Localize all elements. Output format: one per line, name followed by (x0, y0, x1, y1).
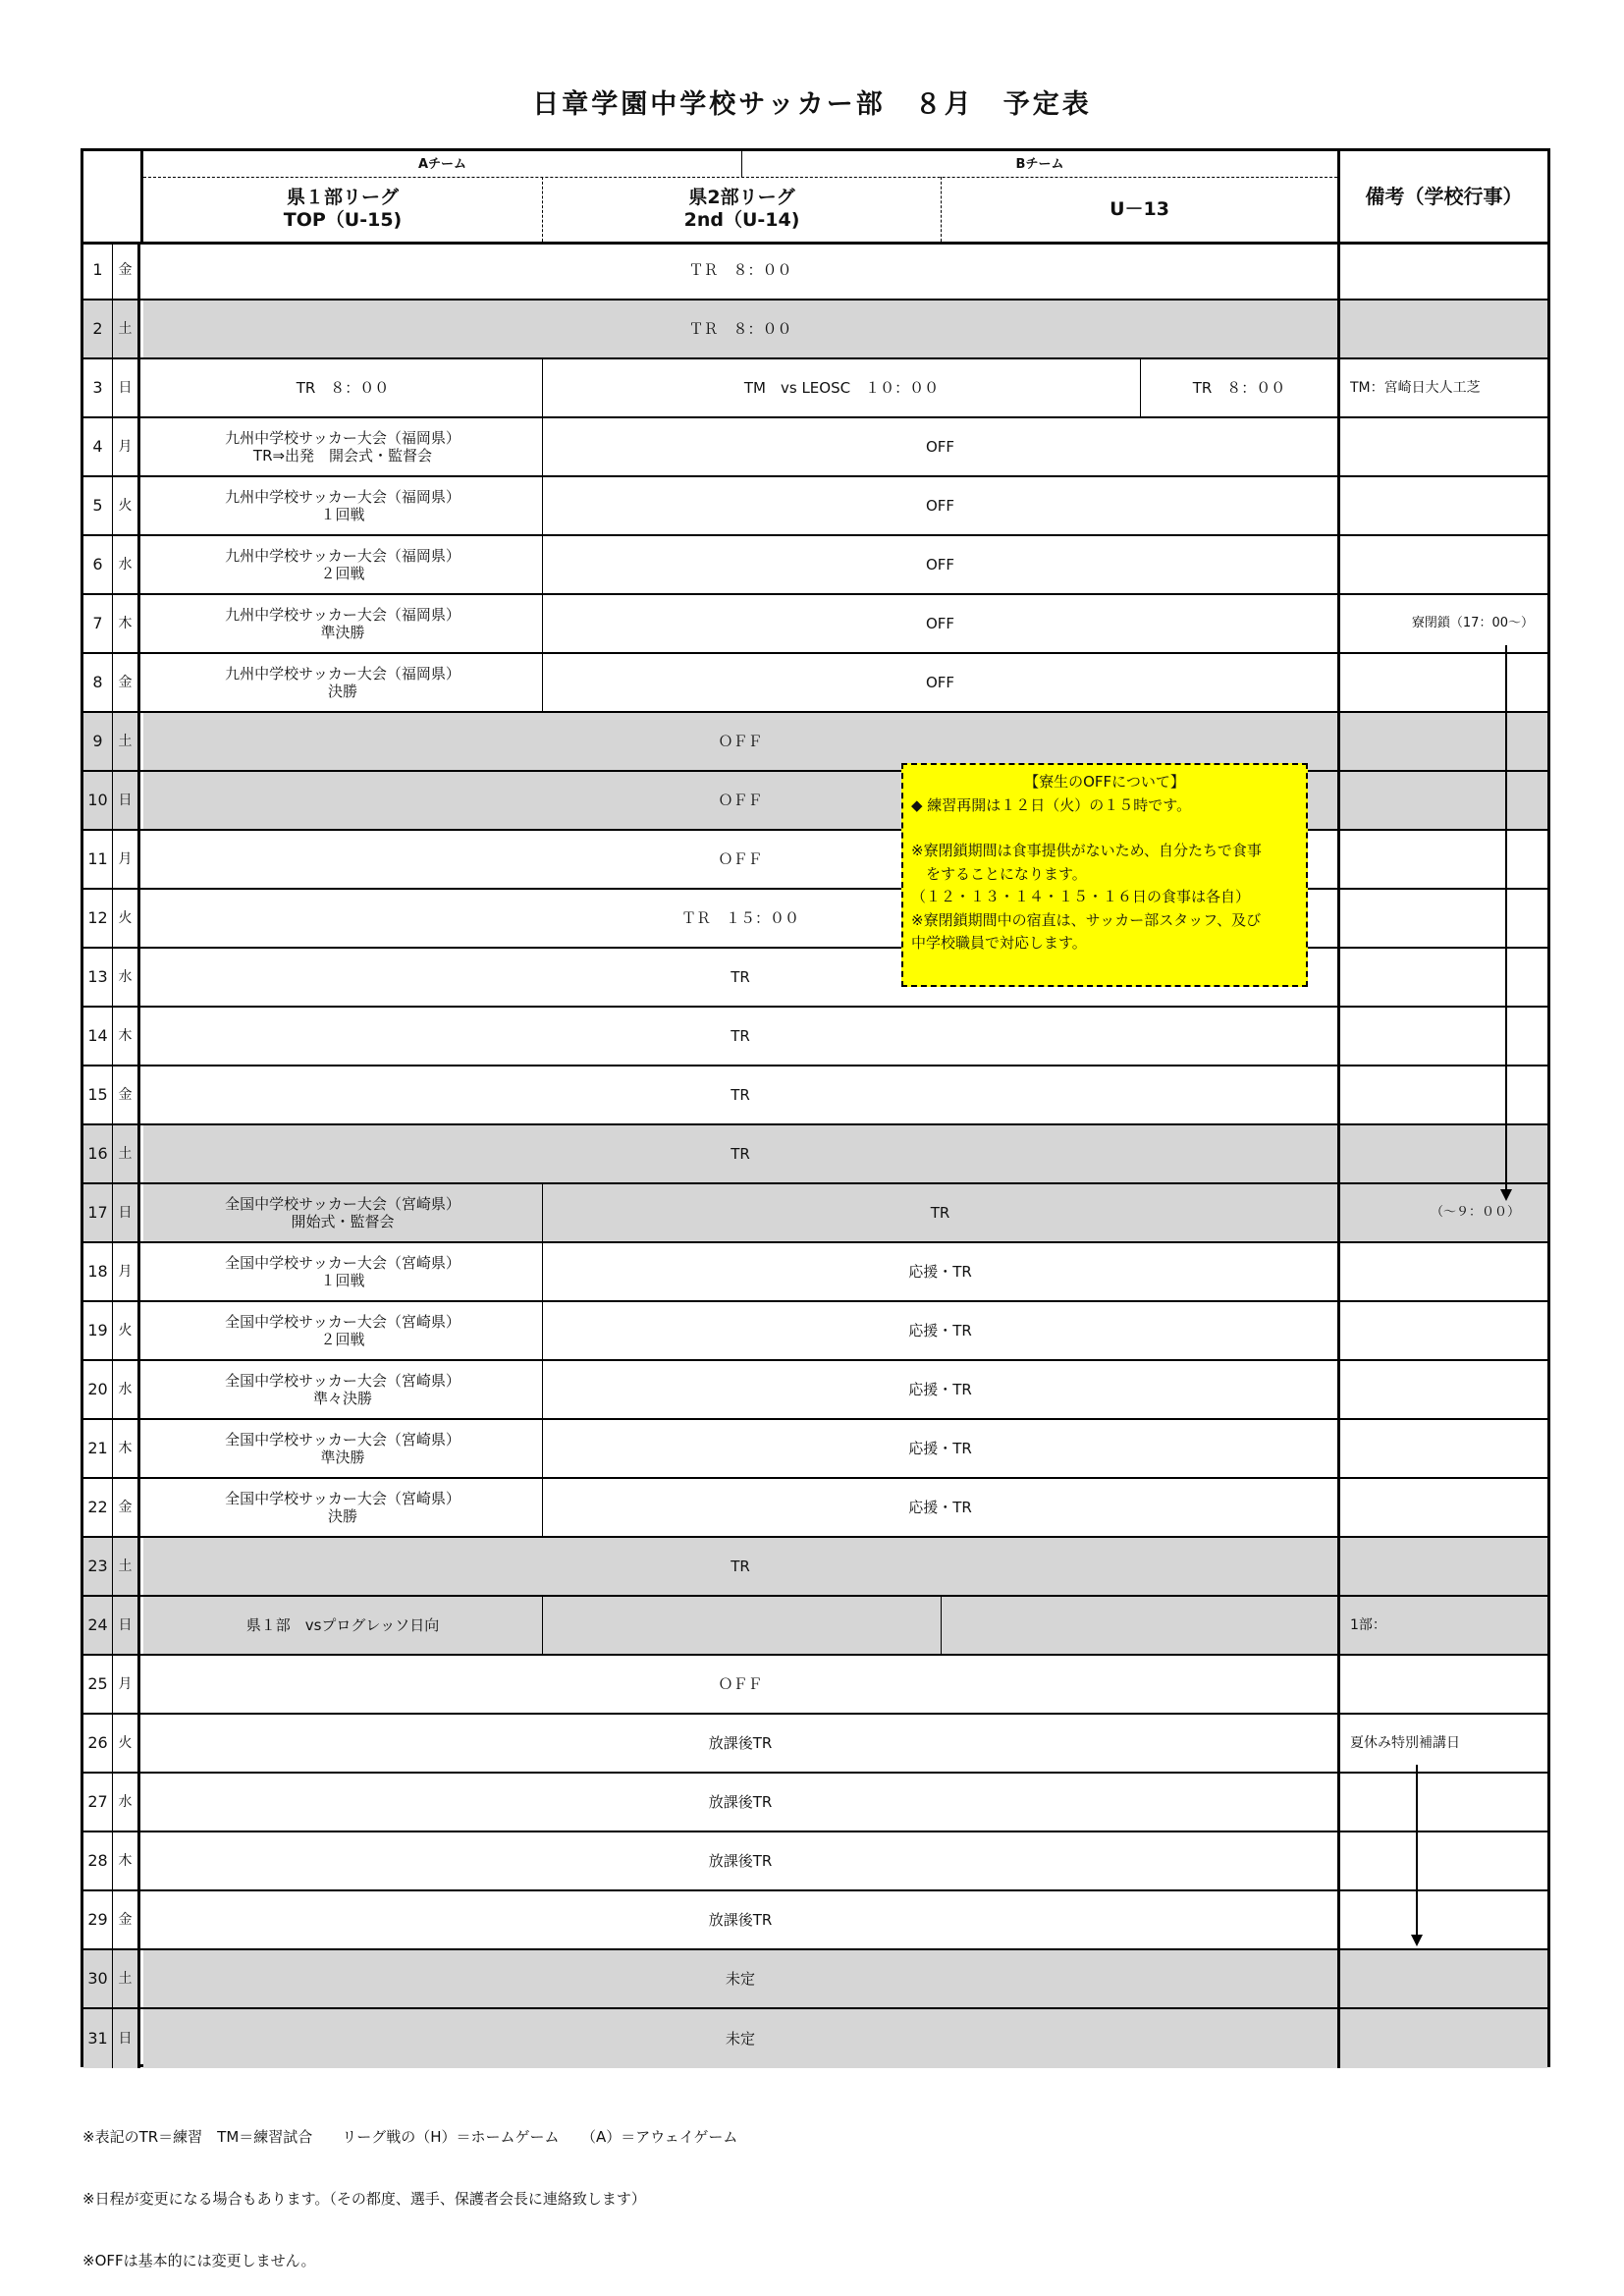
all-teams-cell: 放課後TR (708, 1852, 773, 1870)
all-teams-cell: TR (143, 1125, 1337, 1182)
day-of-week: 土 (113, 1125, 140, 1182)
notice-line: をすることになります。 (911, 864, 1087, 883)
day-number: 11 (83, 831, 113, 888)
all-teams-cell: ＯＦＦ (143, 713, 1337, 770)
table-row (83, 2009, 1547, 2068)
notes-cell (1337, 831, 1547, 888)
summer-class-arrow-line (1416, 1765, 1418, 1937)
notes-cell (1337, 772, 1547, 829)
top-team-cell: 全国中学校サッカー大会（宮崎県） 準決勝 (225, 1431, 460, 1466)
day-of-week: 金 (113, 242, 140, 299)
day-of-week: 水 (113, 536, 140, 593)
day-of-week: 金 (113, 1891, 140, 1948)
notes-cell (1337, 1950, 1547, 2007)
col-u13-header: U－13 (1110, 197, 1169, 220)
team-a-label: Aチーム (417, 156, 467, 172)
notice-line: （１２・１３・１４・１５・１６日の食事は各自） (911, 888, 1251, 905)
day-number: 27 (83, 1774, 113, 1831)
u14-u13-cell: OFF (542, 477, 1337, 534)
day-number: 29 (83, 1891, 113, 1948)
table-row (83, 1597, 1547, 1656)
team-b-label: Bチーム (1015, 156, 1064, 172)
all-teams-cell: ＯＦＦ (718, 1675, 763, 1693)
table-row (83, 1774, 1547, 1832)
notes-cell (1337, 1302, 1547, 1359)
day-number: 22 (83, 1479, 113, 1536)
all-teams-cell: ＴＲ １５：００ (680, 909, 799, 927)
u14-u13-cell: OFF (542, 595, 1337, 652)
notes-cell (1337, 890, 1547, 947)
all-teams-cell: TR (731, 1027, 750, 1045)
table-row (83, 1656, 1547, 1715)
day-number: 7 (83, 595, 113, 652)
day-of-week: 月 (113, 1656, 140, 1713)
notice-line: ※寮閉鎖期間中の宿直は、サッカー部スタッフ、及び (911, 910, 1262, 929)
table-row (83, 1479, 1547, 1538)
day-of-week: 火 (113, 890, 140, 947)
top-team-cell: 九州中学校サッカー大会（福岡県） １回戦 (225, 488, 460, 523)
day-number: 5 (83, 477, 113, 534)
table-row (83, 949, 1547, 1008)
notes-cell (1337, 654, 1547, 711)
notes-cell (1337, 1538, 1547, 1595)
notes-cell: TM：宮崎日大人工芝 (1337, 359, 1547, 416)
table-row (83, 1302, 1547, 1361)
top-team-cell: 九州中学校サッカー大会（福岡県） TR⇒出発 開会式・監督会 (225, 429, 460, 465)
day-of-week: 月 (113, 418, 140, 475)
table-row (83, 301, 1547, 359)
day-number: 14 (83, 1008, 113, 1065)
notes-cell: （～９：００） (1337, 1184, 1547, 1241)
day-of-week: 金 (113, 1066, 140, 1123)
table-row (83, 1008, 1547, 1066)
notice-title: 【寮生のOFFについて】 (1024, 773, 1185, 791)
day-number: 21 (83, 1420, 113, 1477)
footer-line: ※OFFは基本的には変更しません。 (82, 2252, 316, 2269)
u14-u13-cell: 応援・TR (542, 1302, 1337, 1359)
top-team-cell: 九州中学校サッカー大会（福岡県） ２回戦 (225, 547, 460, 582)
table-row (83, 1184, 1547, 1243)
day-of-week: 日 (113, 772, 140, 829)
day-number: 1 (83, 242, 113, 299)
day-of-week: 日 (113, 1597, 140, 1654)
table-row (83, 1538, 1547, 1597)
summer-class-arrow-head (1411, 1935, 1423, 1946)
top-team-cell: 九州中学校サッカー大会（福岡県） 準決勝 (225, 606, 460, 641)
day-number: 28 (83, 1832, 113, 1889)
notice-line: 中学校職員で対応します。 (911, 934, 1087, 952)
day-number: 17 (83, 1184, 113, 1241)
notes-cell (1337, 242, 1547, 299)
day-of-week: 土 (113, 301, 140, 357)
u14-u13-cell: OFF (542, 654, 1337, 711)
day-number: 25 (83, 1656, 113, 1713)
table-row (83, 713, 1547, 772)
u14-u13-cell: 応援・TR (542, 1420, 1337, 1477)
day-of-week: 月 (113, 831, 140, 888)
all-teams-cell: 未定 (143, 1950, 1337, 2007)
day-number: 2 (83, 301, 113, 357)
notes-cell: 寮閉鎖（17：00～） (1337, 595, 1547, 652)
day-number: 30 (83, 1950, 113, 2007)
day-of-week: 金 (113, 654, 140, 711)
table-row (83, 242, 1547, 301)
day-of-week: 火 (113, 1302, 140, 1359)
table-row (83, 536, 1547, 595)
all-teams-cell: 放課後TR (708, 1734, 773, 1752)
notes-cell (1337, 1656, 1547, 1713)
day-of-week: 金 (113, 1479, 140, 1536)
day-number: 19 (83, 1302, 113, 1359)
notes-cell (1337, 1066, 1547, 1123)
day-number: 9 (83, 713, 113, 770)
day-number: 15 (83, 1066, 113, 1123)
table-row (83, 1420, 1547, 1479)
notice-line: ※寮閉鎖期間は食事提供がないため、自分たちで食事 (911, 842, 1262, 859)
table-row (83, 1950, 1547, 2009)
day-number: 4 (83, 418, 113, 475)
all-teams-cell: 放課後TR (708, 1793, 773, 1811)
footer-notes (82, 2086, 737, 2292)
all-teams-cell: ＴＲ ８：００ (143, 301, 1337, 357)
dorm-closure-arrow-head (1500, 1189, 1512, 1201)
dorm-closure-arrow-line (1505, 645, 1507, 1191)
day-number: 24 (83, 1597, 113, 1654)
day-of-week: 土 (113, 713, 140, 770)
notes-cell (1337, 1243, 1547, 1300)
day-of-week: 木 (113, 1008, 140, 1065)
col-2nd-header: 県2部リーグ 2nd（U-14) (683, 187, 800, 231)
notes-cell (1337, 1774, 1547, 1831)
day-number: 31 (83, 2009, 113, 2068)
top-team-cell: TR ８：００ (296, 379, 390, 397)
notes-cell (1337, 1361, 1547, 1418)
day-of-week: 日 (113, 2009, 140, 2068)
notes-cell (1337, 1479, 1547, 1536)
day-number: 16 (83, 1125, 113, 1182)
top-team-cell: 県１部 vsプログレッソ日向 (143, 1597, 542, 1654)
notes-cell (1337, 1420, 1547, 1477)
u13-cell: TR ８：００ (1140, 359, 1337, 416)
u14-u13-cell: 応援・TR (542, 1243, 1337, 1300)
all-teams-cell: 未定 (143, 2009, 1337, 2068)
all-teams-cell: ＯＦＦ (718, 850, 763, 868)
notes-cell: 夏休み特別補講日 (1337, 1715, 1547, 1772)
page-title: 日章学園中学校サッカー部 ８月 予定表 (532, 89, 1092, 120)
notes-cell (1337, 477, 1547, 534)
day-number: 8 (83, 654, 113, 711)
day-number: 3 (83, 359, 113, 416)
table-row (83, 1891, 1547, 1950)
notice-line: ◆ 練習再開は１２日（火）の１５時です。 (911, 795, 1192, 814)
notes-cell (1337, 536, 1547, 593)
day-of-week: 土 (113, 1950, 140, 2007)
notes-cell: 1部： (1337, 1597, 1547, 1654)
all-teams-cell: TR (731, 968, 750, 986)
top-team-cell: 全国中学校サッカー大会（宮崎県） 開始式・監督会 (143, 1184, 542, 1241)
table-row (83, 1832, 1547, 1891)
day-number: 26 (83, 1715, 113, 1772)
top-team-cell: 九州中学校サッカー大会（福岡県） 決勝 (225, 665, 460, 700)
day-of-week: 土 (113, 1538, 140, 1595)
table-row (83, 1066, 1547, 1125)
u14-cell: TM vs LEOSC １０：００ (542, 359, 1140, 416)
table-row (83, 654, 1547, 713)
day-number: 10 (83, 772, 113, 829)
table-row (83, 772, 1547, 831)
top-team-cell: 全国中学校サッカー大会（宮崎県） 準々決勝 (225, 1372, 460, 1407)
u13-cell (941, 1597, 1337, 1654)
day-number: 23 (83, 1538, 113, 1595)
u14-u13-cell: OFF (542, 418, 1337, 475)
day-of-week: 水 (113, 1361, 140, 1418)
notes-cell (1337, 301, 1547, 357)
table-row (83, 359, 1547, 418)
day-of-week: 水 (113, 949, 140, 1006)
day-number: 6 (83, 536, 113, 593)
day-of-week: 火 (113, 1715, 140, 1772)
day-of-week: 木 (113, 1420, 140, 1477)
top-team-cell: 全国中学校サッカー大会（宮崎県） ２回戦 (225, 1313, 460, 1348)
dorm-off-notice (901, 763, 1308, 987)
all-teams-cell: TR (143, 1538, 1337, 1595)
notes-cell (1337, 1891, 1547, 1948)
table-row (83, 1243, 1547, 1302)
day-number: 12 (83, 890, 113, 947)
day-of-week: 木 (113, 1832, 140, 1889)
day-number: 13 (83, 949, 113, 1006)
notes-cell (1337, 949, 1547, 1006)
table-header (83, 151, 1547, 245)
table-row (83, 831, 1547, 890)
u14-u13-cell: 応援・TR (542, 1479, 1337, 1536)
all-teams-cell: TR (731, 1086, 750, 1104)
footer-line: ※表記のTR＝練習 TM＝練習試合 リーグ戦の（H）＝ホームゲーム （A）＝アウェイゲーム (82, 2128, 738, 2146)
notes-cell (1337, 418, 1547, 475)
day-of-week: 日 (113, 1184, 140, 1241)
notes-cell (1337, 2009, 1547, 2068)
day-of-week: 火 (113, 477, 140, 534)
notes-cell (1337, 713, 1547, 770)
table-row (83, 890, 1547, 949)
all-teams-cell: 放課後TR (708, 1911, 773, 1929)
top-team-cell: 全国中学校サッカー大会（宮崎県） １回戦 (225, 1254, 460, 1289)
footer-line: ※日程が変更になる場合もあります。（その都度、選手、保護者会長に連絡致します） (82, 2190, 646, 2208)
notes-cell (1337, 1125, 1547, 1182)
notes-cell (1337, 1832, 1547, 1889)
all-teams-cell: ＴＲ ８：００ (688, 261, 792, 279)
day-of-week: 月 (113, 1243, 140, 1300)
u14-u13-cell: TR (542, 1184, 1337, 1241)
u14-u13-cell: 応援・TR (542, 1361, 1337, 1418)
notes-header: 備考（学校行事） (1365, 184, 1523, 208)
col-top-header: 県１部リーグ TOP（U-15) (283, 187, 403, 231)
table-row (83, 595, 1547, 654)
day-of-week: 水 (113, 1774, 140, 1831)
u14-u13-cell: OFF (542, 536, 1337, 593)
day-of-week: 日 (113, 359, 140, 416)
day-number: 20 (83, 1361, 113, 1418)
u14-cell (542, 1597, 941, 1654)
notes-cell (1337, 1008, 1547, 1065)
table-row (83, 418, 1547, 477)
all-teams-cell: ＯＦＦ (143, 772, 1337, 829)
top-team-cell: 全国中学校サッカー大会（宮崎県） 決勝 (225, 1490, 460, 1525)
day-number: 18 (83, 1243, 113, 1300)
notice-line (911, 817, 1298, 840)
table-row (83, 477, 1547, 536)
day-of-week: 木 (113, 595, 140, 652)
schedule-table (81, 148, 1550, 2067)
table-row (83, 1361, 1547, 1420)
table-row (83, 1715, 1547, 1774)
table-row (83, 1125, 1547, 1184)
